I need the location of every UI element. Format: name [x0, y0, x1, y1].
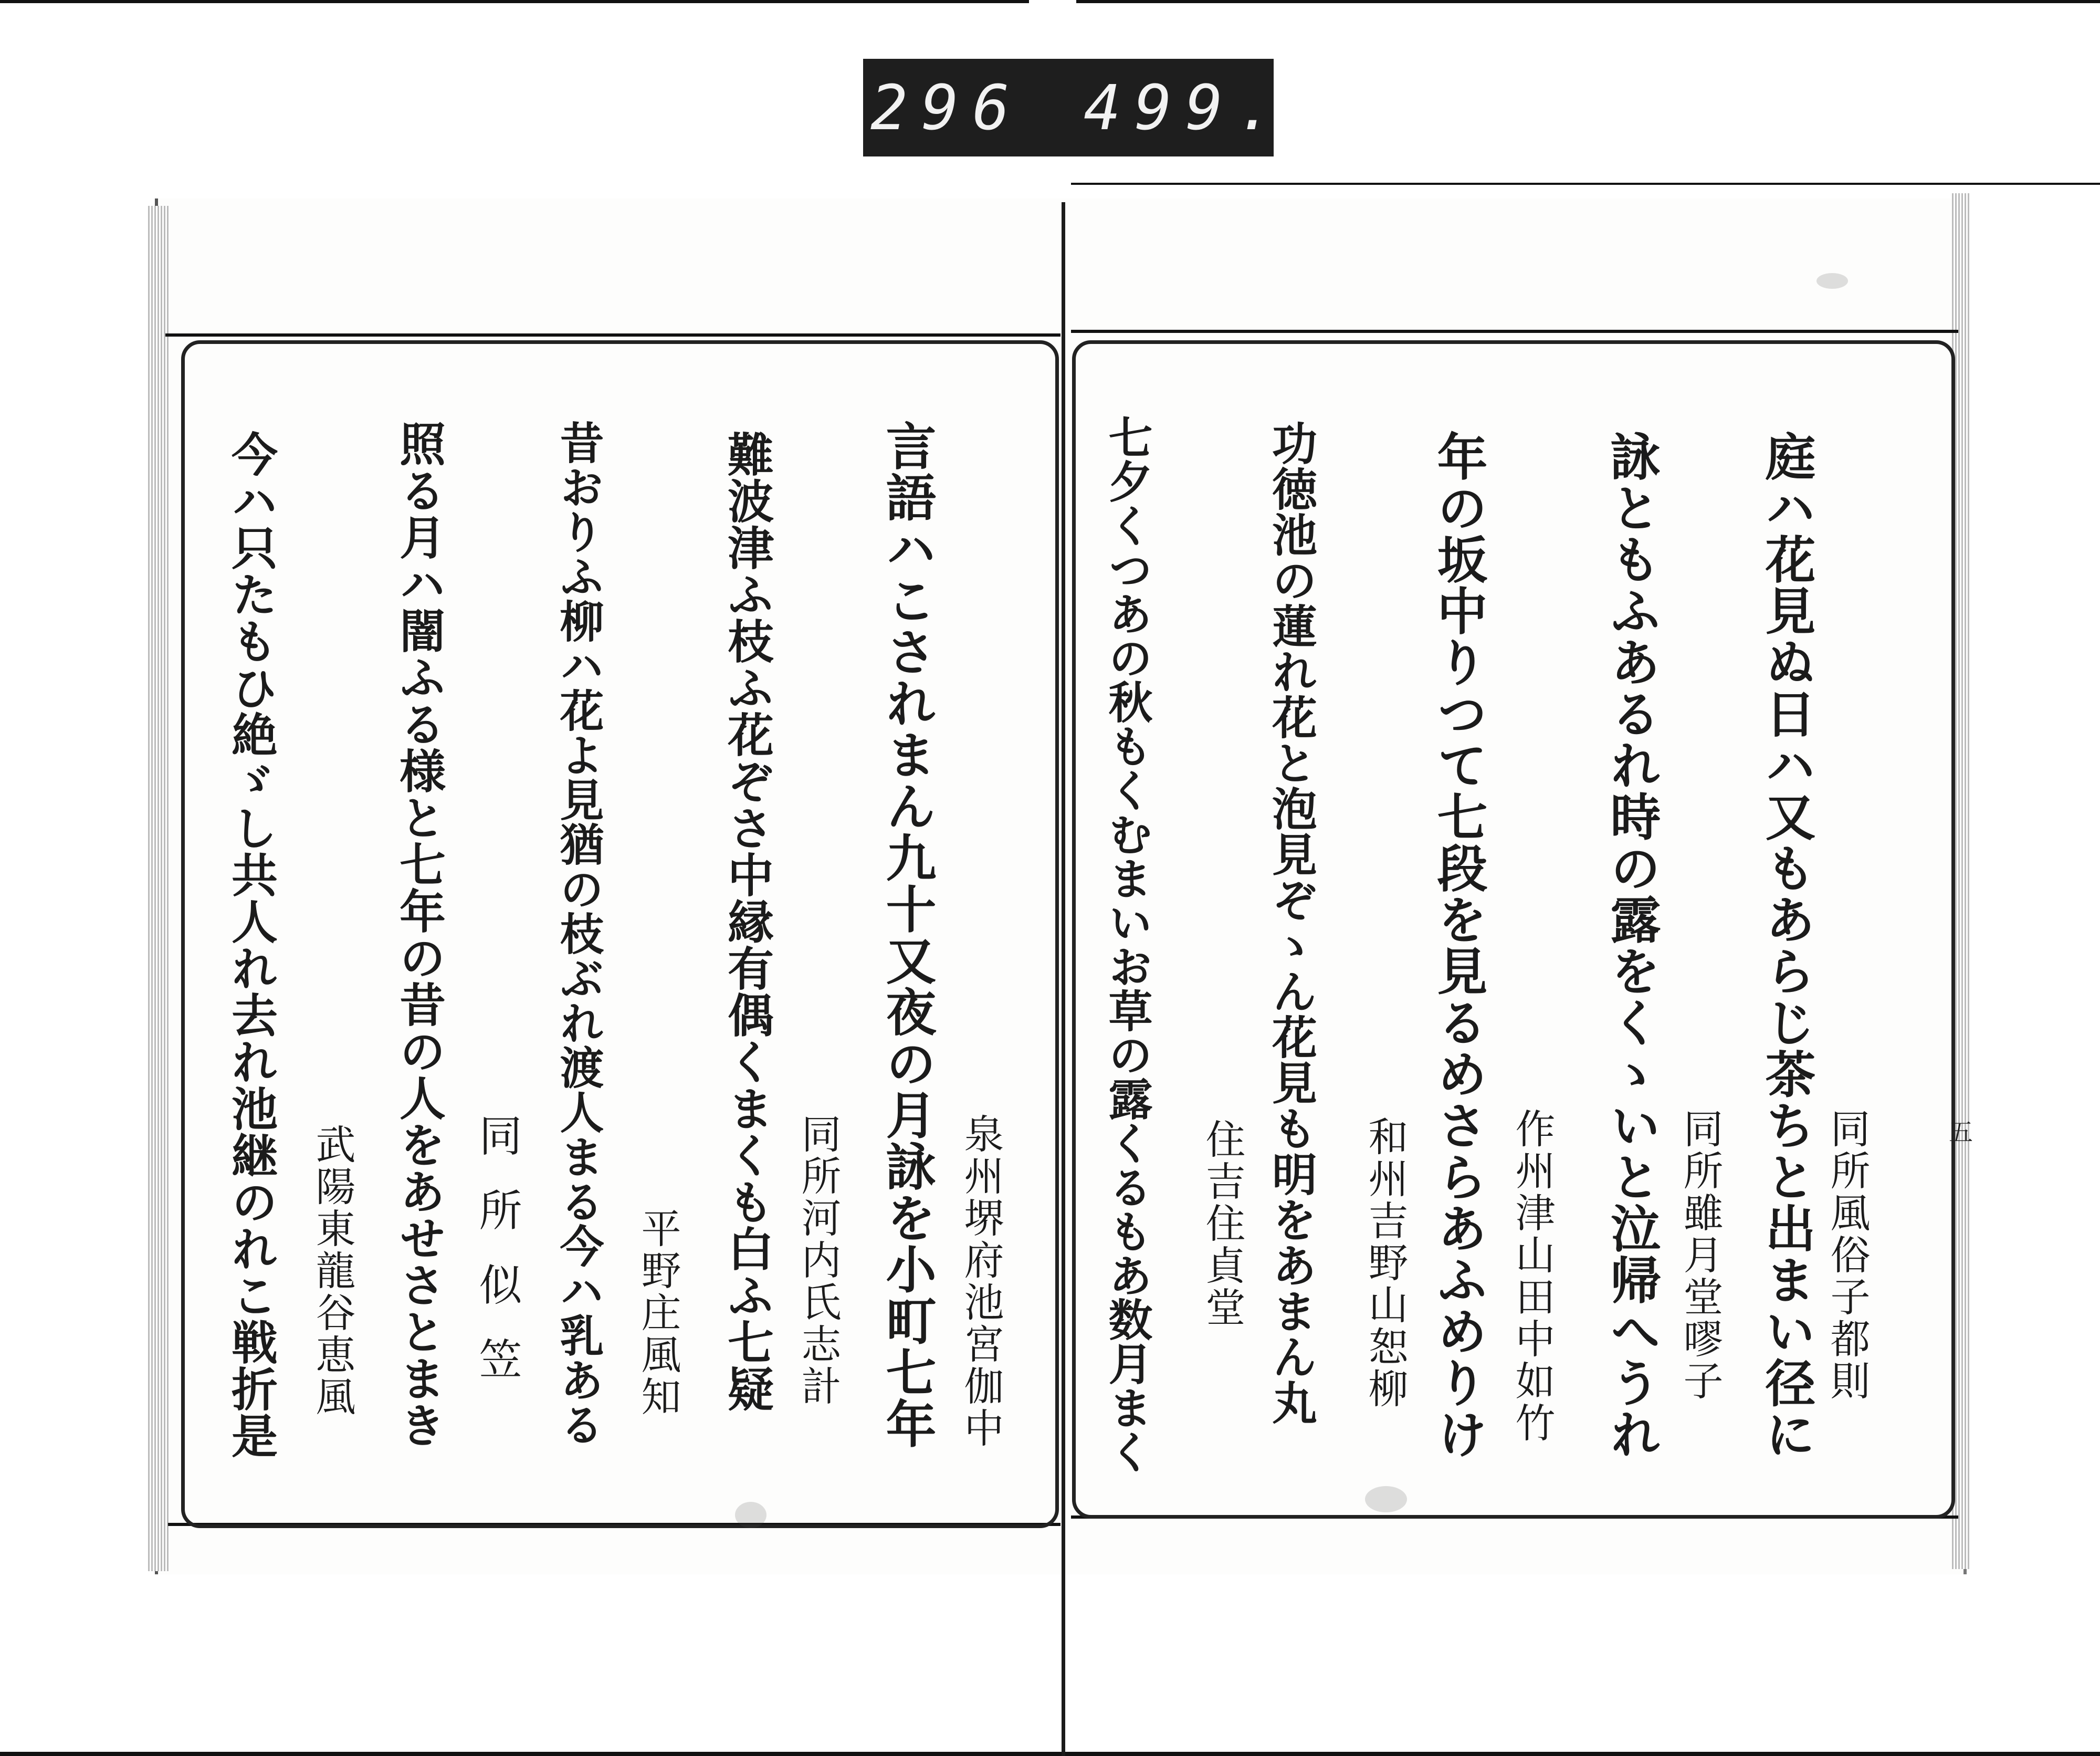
right-col-8-verse: 功徳池の蓮れ花と泡見ぞゝん花見も明をあまん丸 — [1264, 420, 1317, 1425]
right-col-5-author: 作州津山田中如竹 — [1509, 1108, 1556, 1444]
left-col-8-verse: 照る月ハ闇ふる様と七年の昔の人をあせさとまき — [392, 420, 447, 1448]
left-col-5-author: 平野庄風知 — [635, 1208, 681, 1418]
left-col-3-author: 同所河内氏志計 — [795, 1113, 842, 1407]
scan-top-line-right — [1076, 0, 2100, 3]
scan-top-line-left — [0, 0, 1029, 3]
right-top-rule — [1071, 330, 1958, 333]
left-top-rule — [165, 333, 1060, 337]
right-col-1-author: 同所風俗子都則 — [1824, 1108, 1871, 1402]
label-number-left: 296 — [870, 71, 1024, 144]
right-col-6-verse: 年の坂中りつて七段を見るめさらあふめりけ — [1429, 431, 1488, 1460]
right-col-10-verse: 七夕くつあの秋もくむまいお草の露くるもあ数月まく — [1101, 415, 1153, 1473]
scan-bottom-line — [0, 1752, 2100, 1756]
right-col-4-verse: 詠ともふあるれ時の露をくゝいと泣帰へうれ — [1602, 431, 1662, 1460]
left-page-edge — [148, 206, 169, 1571]
left-col-6-verse: 昔おりふ柳ハ花よ見猶の枝ぶれ渡人まる今ハ乳ある — [553, 420, 605, 1447]
book-gutter — [1062, 202, 1065, 1756]
scan-smudge — [1816, 273, 1848, 289]
scan-smudge — [1365, 1486, 1407, 1512]
right-col-3-author: 同所雖月堂嘐子 — [1677, 1108, 1724, 1402]
right-col-9-author: 住吉住貞堂 — [1199, 1119, 1246, 1329]
left-col-9-author: 武陽東龍谷恵風 — [309, 1124, 356, 1418]
label-number-right: 499. — [1084, 71, 1288, 144]
left-col-10-verse: 今ハ只たもひ絶ゞし共人れ去れ池継のれこ戦折是 — [224, 431, 279, 1459]
scan-smudge — [735, 1502, 766, 1528]
left-col-2-verse: 言語ハこされまん九十又夜の月詠を小町七年 — [878, 420, 937, 1449]
right-col-2-verse: 庭ハ花見ぬ日ハ又もあらじ茶ちと出まい径に — [1757, 431, 1816, 1460]
left-col-4-verse: 難波津ふ枝ふ花ぞさ中縁有偶くまくも白ふ七疑 — [720, 431, 775, 1412]
catalog-number-label — [863, 59, 1288, 156]
left-col-7-author: 同所似笠 — [472, 1113, 522, 1412]
scan-right-line — [1071, 183, 2100, 185]
page-marginal-mark: 五 — [1949, 1118, 1973, 1146]
right-col-7-author: 和州吉野山恕柳 — [1362, 1116, 1409, 1410]
left-col-1-author: 泉州堺府池宮伽中 — [958, 1113, 1004, 1449]
